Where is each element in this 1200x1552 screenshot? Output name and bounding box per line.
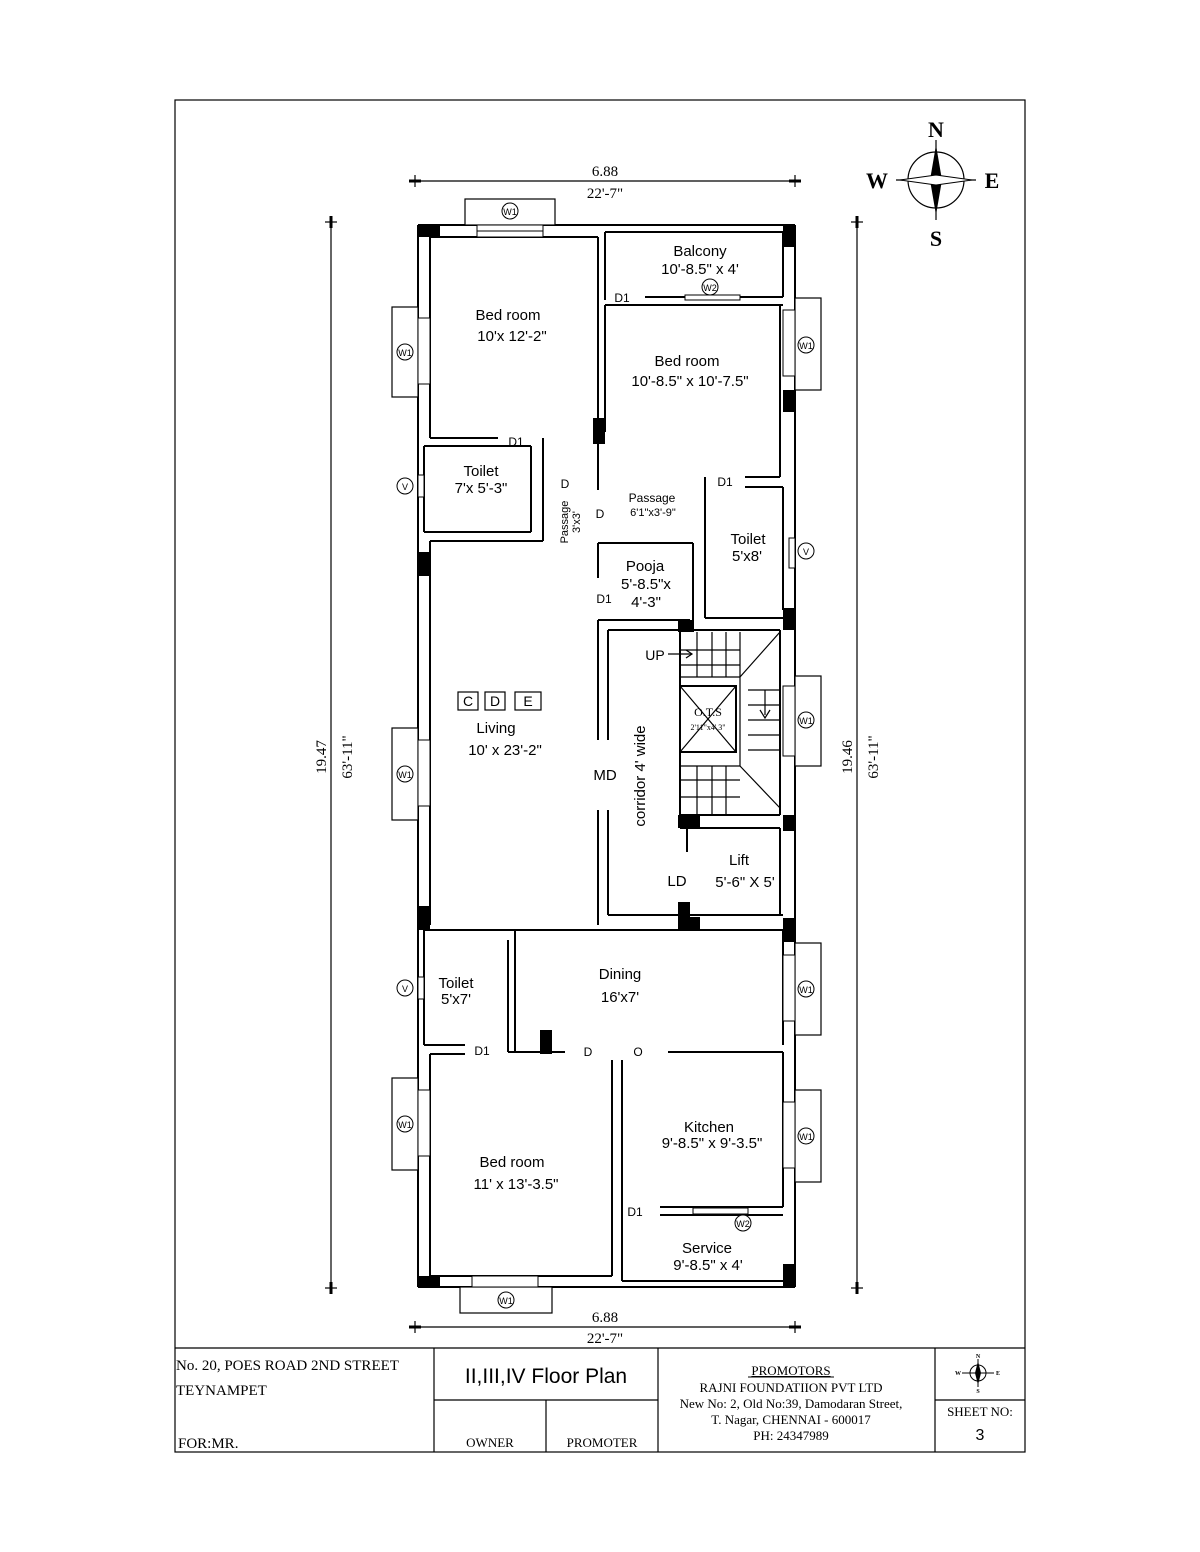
room-size: 9'-8.5" x 9'-3.5" xyxy=(661,1135,763,1152)
owner-label: OWNER xyxy=(466,1435,514,1450)
room-size: 4'-3" xyxy=(631,594,661,611)
address-line2: TEYNAMPET xyxy=(176,1383,267,1399)
compass-s: S xyxy=(929,226,943,251)
stair-up-label: UP xyxy=(645,647,665,663)
company-phone: PH: 24347989 xyxy=(753,1428,829,1443)
room-size: 10'x 12'-2" xyxy=(477,328,547,345)
compass-w: W xyxy=(866,168,888,193)
ots-size: 2'11"x4' 3" xyxy=(690,723,726,732)
window-tag: W1 xyxy=(499,1296,513,1306)
window-tag: W2 xyxy=(703,283,717,293)
box-c: C xyxy=(462,693,474,709)
dimension-right xyxy=(840,216,882,1294)
mini-compass-e: E xyxy=(995,1371,1001,1377)
window-tag: W2 xyxy=(736,1219,750,1229)
dimension-bottom xyxy=(409,1310,801,1347)
dimension-left xyxy=(314,216,356,1294)
room-size: 10'-8.5" x 10'-7.5" xyxy=(631,373,749,390)
window-tag: W1 xyxy=(799,985,813,995)
room-name: Toilet xyxy=(463,463,499,480)
company-address2: T. Nagar, CHENNAI - 600017 xyxy=(711,1412,871,1427)
opening-tag: O xyxy=(633,1045,643,1059)
left-metric: 19.47 xyxy=(314,740,330,774)
company-address1: New No: 2, Old No:39, Damodaran Street, xyxy=(679,1396,903,1411)
door-tag: D1 xyxy=(614,291,630,305)
room-name: Lift xyxy=(728,852,750,869)
box-e: E xyxy=(523,693,533,709)
corridor-label: corridor 4' wide xyxy=(632,725,649,827)
staircase xyxy=(668,632,780,815)
right-imperial: 63'-11" xyxy=(866,735,882,779)
room-size: 5'x8' xyxy=(732,548,762,565)
compass-n: N xyxy=(928,117,944,142)
room-size: 16'x7' xyxy=(600,989,640,1006)
mini-compass-s: S xyxy=(976,1389,980,1395)
room-labels xyxy=(438,243,774,1274)
room-size: 9'-8.5" x 4' xyxy=(673,1257,743,1274)
door-tag: D1 xyxy=(474,1044,490,1058)
room-size: 7'x 5'-3" xyxy=(454,480,508,497)
room-size: 5'-8.5"x xyxy=(621,576,671,593)
room-name: Passage xyxy=(628,491,676,505)
lift-door-tag: LD xyxy=(667,873,687,890)
promoters-heading: PROMOTORS xyxy=(751,1363,831,1378)
ots-label: O.T.S xyxy=(694,705,722,719)
window-tag: W1 xyxy=(799,716,813,726)
ventilator-tag: V xyxy=(802,547,810,557)
window-tag: W1 xyxy=(799,341,813,351)
window-tag: W1 xyxy=(799,1132,813,1142)
window-tag: W1 xyxy=(398,1120,412,1130)
mini-compass-n: N xyxy=(975,1354,981,1360)
room-size: 10'-8.5" x 4' xyxy=(661,261,739,278)
for-label: FOR:MR. xyxy=(178,1436,239,1452)
room-name: Toilet xyxy=(438,975,474,992)
room-name: Dining xyxy=(598,966,642,983)
room-name: Bed room xyxy=(654,353,720,370)
address-line1: No. 20, POES ROAD 2ND STREET xyxy=(176,1358,399,1374)
dimension-top xyxy=(409,164,801,202)
door-tag: D1 xyxy=(717,475,733,489)
room-size: 6'1"x3'-9" xyxy=(630,507,676,519)
room-name: Balcony xyxy=(673,243,727,260)
room-size: 5'x7' xyxy=(441,991,471,1008)
window-tag: W1 xyxy=(503,207,517,217)
right-metric: 19.46 xyxy=(840,740,856,774)
top-imperial: 22'-7" xyxy=(586,186,624,202)
room-name: Toilet xyxy=(730,531,766,548)
company-name: RAJNI FOUNDATIION PVT LTD xyxy=(699,1380,883,1395)
compass-e: E xyxy=(984,168,1000,193)
room-name: Passage xyxy=(559,500,571,544)
title-block xyxy=(175,1348,1025,1452)
box-d: D xyxy=(489,693,501,709)
room-size: 11' x 13'-3.5" xyxy=(473,1176,559,1193)
sheet-label: SHEET NO: xyxy=(947,1404,1013,1419)
bottom-imperial: 22'-7" xyxy=(586,1331,624,1347)
door-tag: D1 xyxy=(508,435,524,449)
compass-icon xyxy=(866,117,999,251)
room-size: 5'-6" X 5' xyxy=(715,874,775,891)
door-tag: D1 xyxy=(596,592,612,606)
door-tag: D1 xyxy=(627,1205,643,1219)
ventilator-tag: V xyxy=(401,984,409,994)
door-tag: D xyxy=(560,477,570,491)
ventilator-tag: V xyxy=(401,482,409,492)
room-name: Bed room xyxy=(479,1154,545,1171)
window-tag: W1 xyxy=(398,770,412,780)
bottom-metric: 6.88 xyxy=(591,1310,619,1326)
room-name: Kitchen xyxy=(683,1119,735,1136)
promoter-label: PROMOTER xyxy=(566,1435,638,1450)
window-tag: W1 xyxy=(398,348,412,358)
plan-title: II,III,IV Floor Plan xyxy=(464,1365,628,1388)
left-imperial: 63'-11" xyxy=(340,735,356,779)
cde-boxes xyxy=(458,692,541,710)
room-name: Pooja xyxy=(625,558,665,575)
door-tag: D xyxy=(595,507,605,521)
room-size: 10' x 23'-2" xyxy=(468,742,542,759)
room-name: Service xyxy=(681,1240,733,1257)
room-name: Living xyxy=(476,720,516,737)
door-tag: D xyxy=(583,1045,593,1059)
room-size: 3'x3' xyxy=(571,511,583,533)
main-door-tag: MD xyxy=(593,767,617,784)
mini-compass-icon xyxy=(955,1354,1000,1395)
room-name: Bed room xyxy=(475,307,541,324)
sheet-number: 3 xyxy=(975,1427,985,1444)
top-metric: 6.88 xyxy=(591,164,619,180)
mini-compass-w: W xyxy=(955,1371,961,1377)
